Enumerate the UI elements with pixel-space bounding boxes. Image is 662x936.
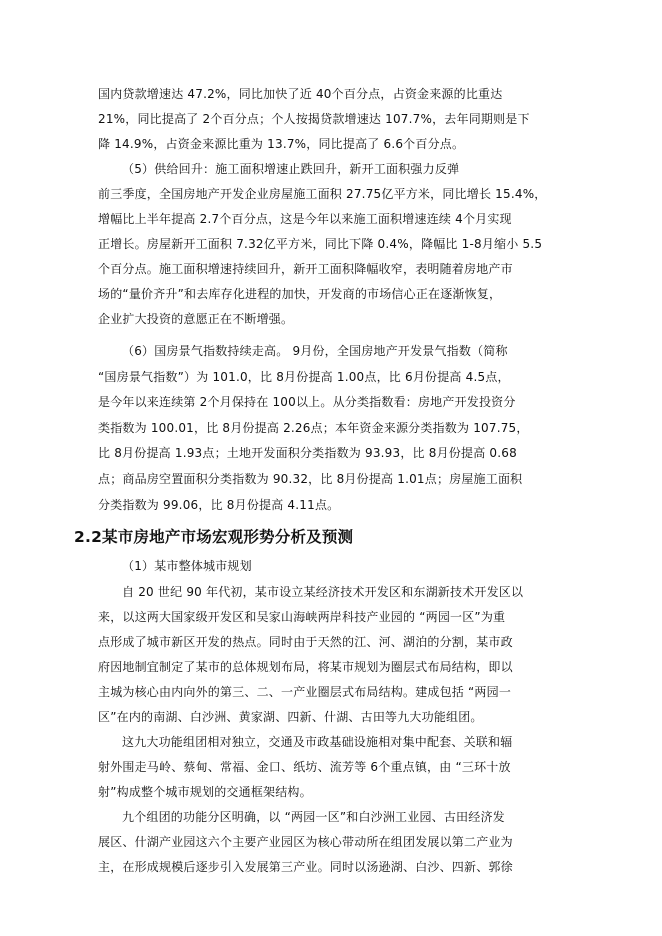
paragraph-line: （1）某市整体城市规划 xyxy=(122,559,252,573)
paragraph-line: 降 14.9%，占资金来源比重为 13.7%，同比提高了 6.6个百分点。 xyxy=(98,137,465,151)
paragraph-line: 场的“量价齐升”和去库存化进程的加快，开发商的市场信心正在逐渐恢复， xyxy=(98,287,502,301)
paragraph-line: 主，在形成规模后逐步引入发展第三产业。同时以汤逊湖、白沙、四新、郭徐 xyxy=(98,860,513,874)
paragraph-line: 点；商品房空置面积分类指数为 90.32，比 8月份提高 1.01点；房屋施工面积 xyxy=(98,472,523,486)
paragraph-line: 来，以这两大国家级开发区和吴家山海峡两岸科技产业园的 “两园一区”为重 xyxy=(98,610,506,624)
paragraph-line: （5）供给回升：施工面积增速止跌回升，新开工面积强力反弹 xyxy=(122,162,460,176)
paragraph-line: 类指数为 100.01，比 8月份提高 2.26点；本年资金来源分类指数为 107.75， xyxy=(98,421,529,435)
paragraph-line: 射外围走马岭、蔡甸、常福、金口、纸坊、流芳等 6个重点镇，由 “三环十放 xyxy=(98,760,511,774)
paragraph-line: 国内贷款增速达 47.2%，同比加快了近 40个百分点，占资金来源的比重达 xyxy=(98,87,503,101)
paragraph-line: 企业扩大投资的意愿正在不断增强。 xyxy=(98,312,294,326)
paragraph-line: “国房景气指数”）为 101.0，比 8月份提高 1.00点，比 6月份提高 4.5点， xyxy=(98,370,510,384)
paragraph-line: 前三季度，全国房地产开发企业房屋施工面积 27.75亿平方米，同比增长 15.4%， xyxy=(98,187,547,201)
paragraph-line: 区”在内的南湖、白沙洲、黄家湖、四新、什湖、古田等九大功能组团。 xyxy=(98,710,483,724)
paragraph-line: 展区、什湖产业园这六个主要产业园区为核心带动所在组团发展以第二产业为 xyxy=(98,835,513,849)
paragraph-line: 府因地制宜制定了某市的总体规划布局，将某市规划为圈层式布局结构，即以 xyxy=(98,660,513,674)
paragraph-line: 自 20 世纪 90 年代初，某市设立某经济技术开发区和东湖新技术开发区以 xyxy=(122,585,524,599)
paragraph-line: 比 8月份提高 1.93点；土地开发面积分类指数为 93.93，比 8月份提高 0.68 xyxy=(98,446,517,460)
paragraph-line: 分类指数为 99.06，比 8月份提高 4.11点。 xyxy=(98,498,340,512)
paragraph-line: 点形成了城市新区开发的热点。同时由于天然的江、河、湖泊的分割，某市政 xyxy=(98,635,513,649)
paragraph-line: 主城为核心由内向外的第三、二、一产业圈层式布局结构。建成包括 “两园一 xyxy=(98,685,512,699)
paragraph-line: 九个组团的功能分区明确，以 “两园一区”和白沙洲工业园、古田经济发 xyxy=(122,810,505,824)
paragraph-line: 射”构成整个城市规划的交通框架结构。 xyxy=(98,785,312,799)
paragraph-line: 正增长。房屋新开工面积 7.32亿平方米，同比下降 0.4%，降幅比 1-8月缩小 5.5 xyxy=(98,237,543,251)
paragraph-line: （6）国房景气指数持续走高。 9月份，全国房地产开发景气指数（简称 xyxy=(122,344,508,358)
paragraph-line: 21%，同比提高了 2个百分点；个人按揭贷款增速达 107.7%，去年同期则是下 xyxy=(98,112,530,126)
section-heading: 2.2某市房地产市场宏观形势分析及预测 xyxy=(74,528,354,546)
paragraph-line: 增幅比上半年提高 2.7个百分点，这是今年以来施工面积增速连续 4个月实现 xyxy=(98,212,512,226)
paragraph-line: 这九大功能组团相对独立，交通及市政基础设施相对集中配套、关联和辐 xyxy=(122,735,513,749)
paragraph-line: 是今年以来连续第 2个月保持在 100以上。从分类指数看：房地产开发投资分 xyxy=(98,395,516,409)
paragraph-line: 个百分点。施工面积增速持续回升，新开工面积降幅收窄，表明随着房地产市 xyxy=(98,262,513,276)
